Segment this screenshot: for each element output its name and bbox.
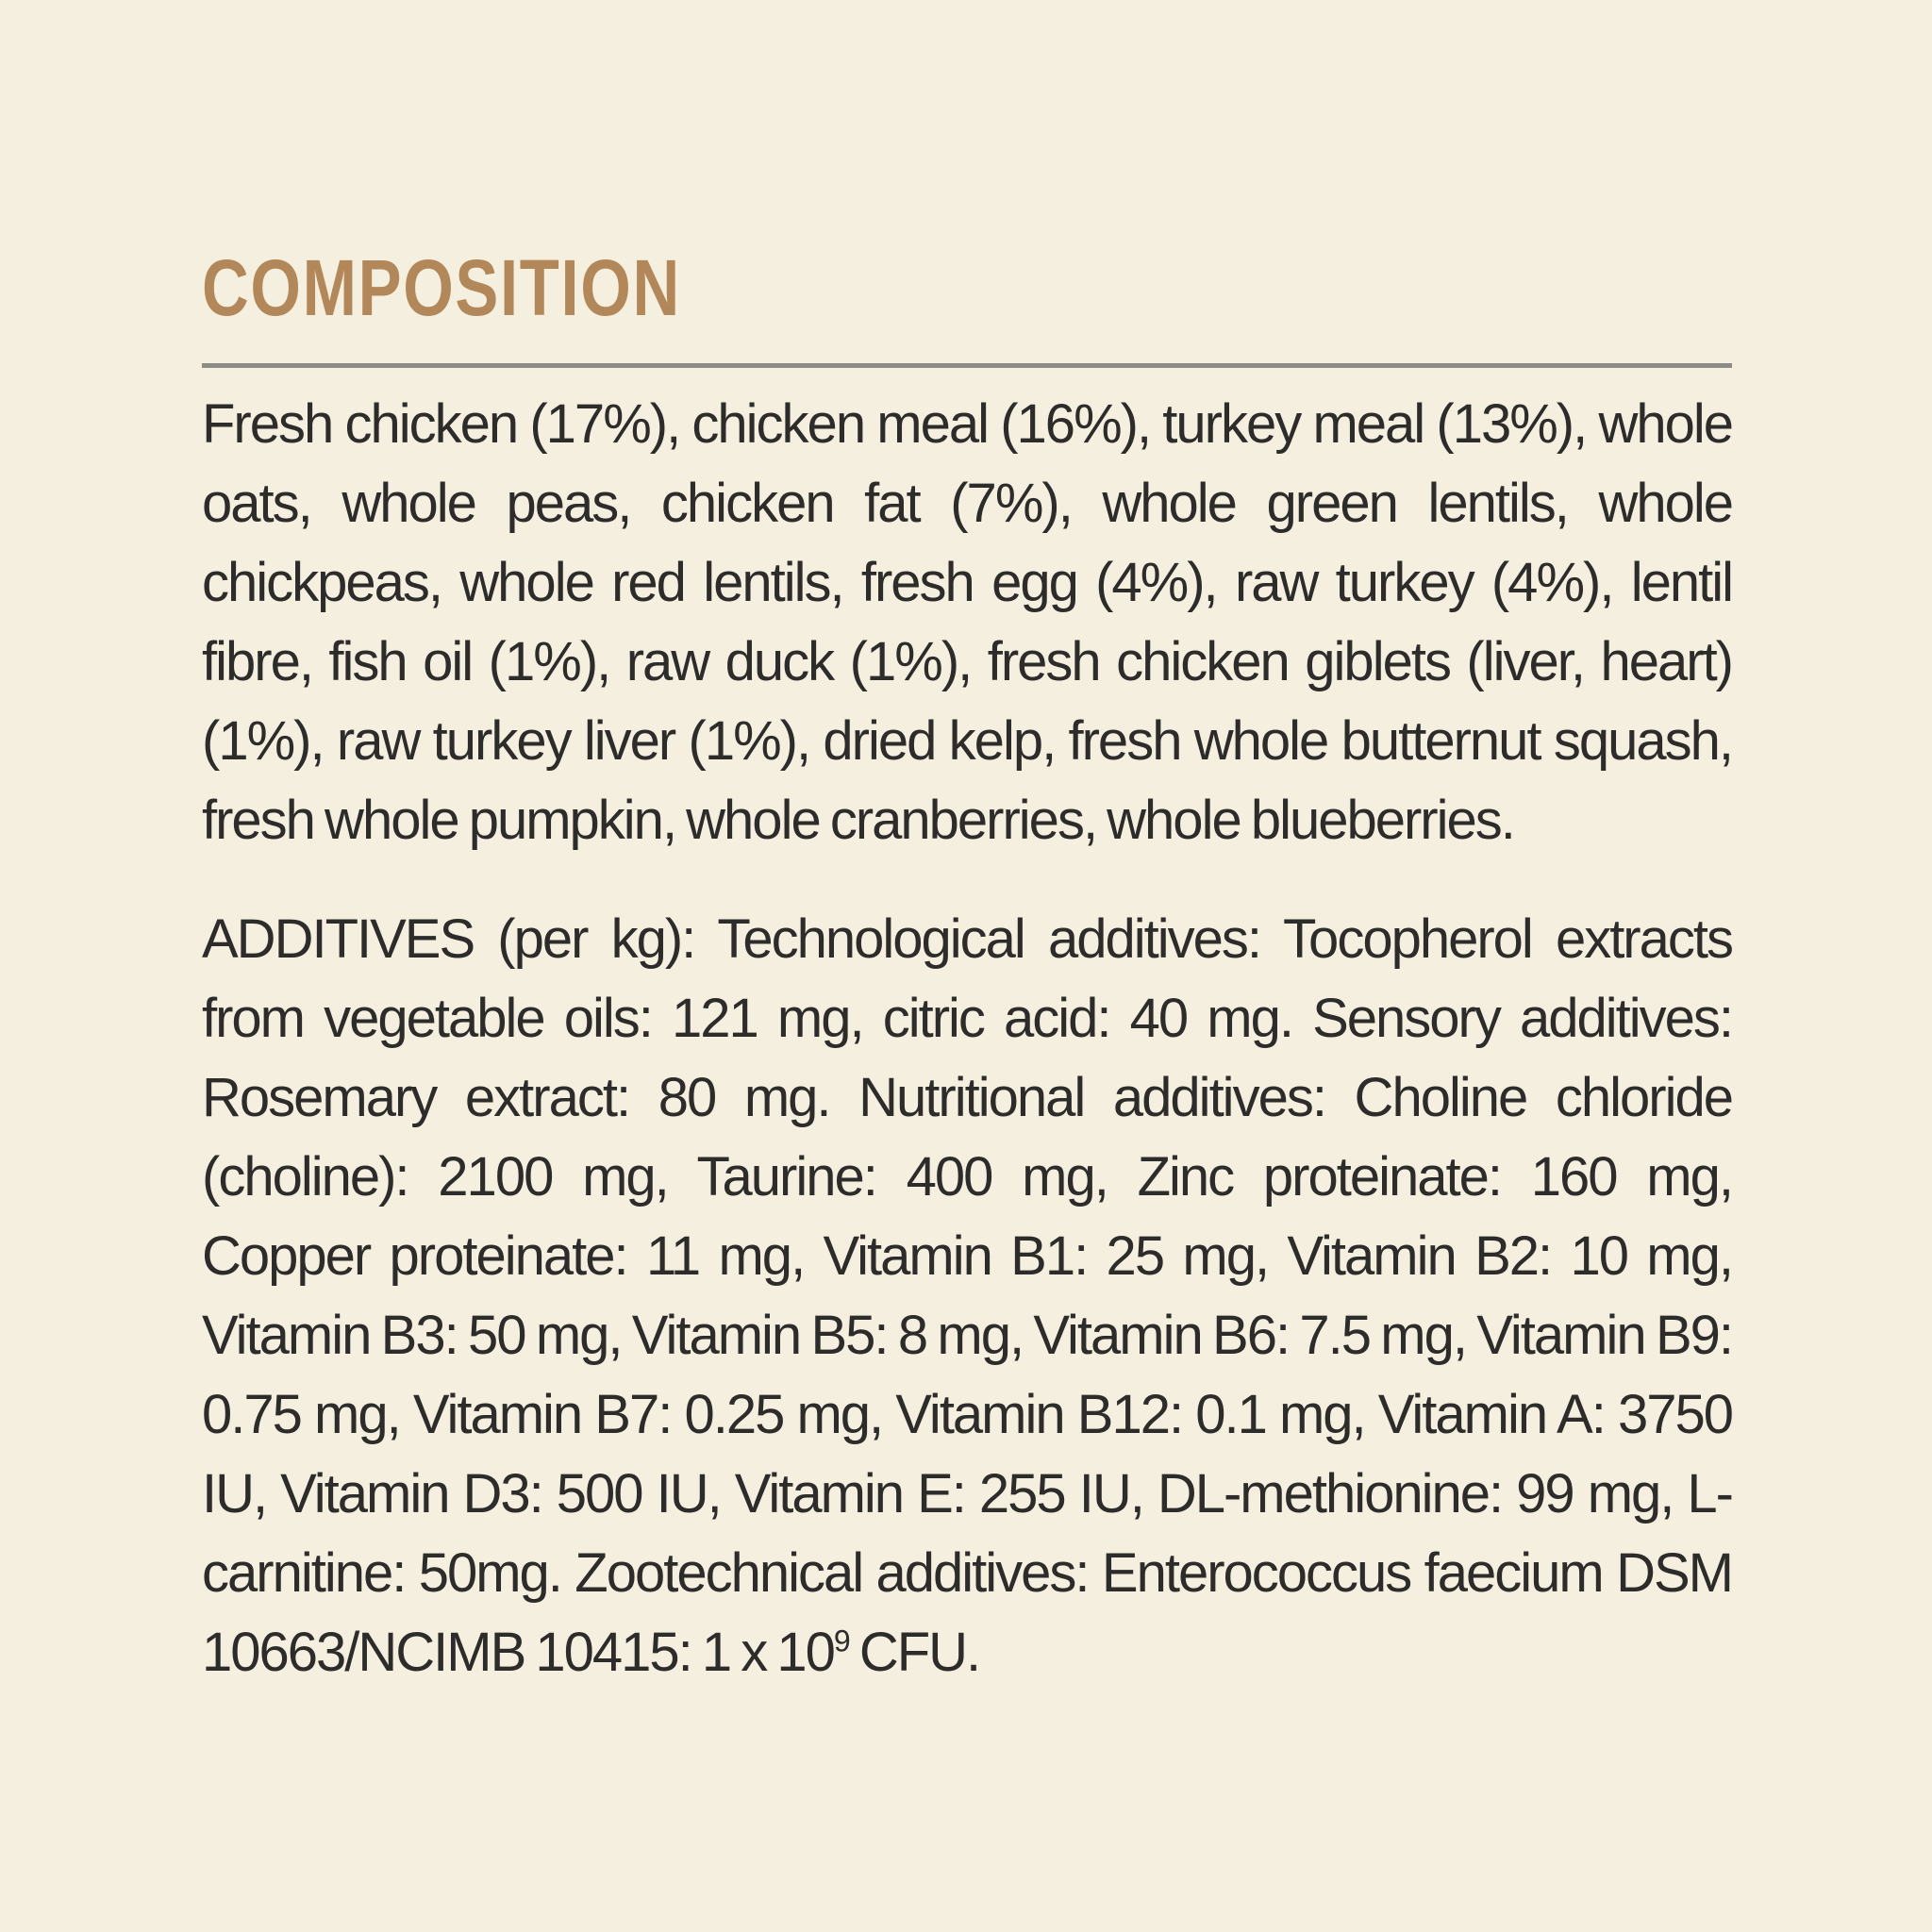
heading-divider — [202, 363, 1732, 368]
composition-heading: COMPOSITION — [202, 243, 681, 332]
cfu-exponent: 9 — [833, 1624, 849, 1658]
additives-text: ADDITIVES (per kg): Technological additives: Tocopherol extracts from vegetable oils: 121 mg, citric acid: 40 mg. Sensory additives: Rosemary extract: 80 mg. Nutritional additives: Choline chloride (choline): 2100 mg, Taurine: 400 mg, Zinc proteinate: 160 mg, Copper proteinate: 11 mg, Vitamin B1: 25 mg, Vitamin B2: 10 mg, Vitamin B3: 50 mg, Vitamin B5: 8 mg, Vitamin B6: 7.5 mg, Vitamin B9: 0.75 mg, Vitamin B7: 0.25 mg, Vitamin B12: 0.1 mg, Vitamin A: 3750 IU, Vitamin D3: 500 IU, Vitamin E: 255 IU, DL-methionine: 99 mg, L-carnitine: 50mg. Zootechnical additives: Enterococcus faecium DSM 10663/NCIMB 10415: 1 x 10 — [202, 908, 1732, 1683]
composition-panel — [202, 241, 1732, 1692]
additives-paragraph — [202, 900, 1732, 1692]
additives-text-end: CFU. — [848, 1622, 980, 1683]
composition-ingredients-paragraph: Fresh chicken (17%), chicken meal (16%), turkey meal (13%), whole oats, whole peas, chicken fat (7%), whole green lentils, whole chickpeas, whole red lentils, fresh egg (4%), raw turkey (4%), lentil fibre, fish oil (1%), raw duck (1%), fresh chicken giblets (liver, heart) (1%), raw turkey liver (1%), dried kelp, fresh whole butternut squash, fresh whole pumpkin, whole cranberries, whole blueberries. — [202, 393, 1732, 851]
